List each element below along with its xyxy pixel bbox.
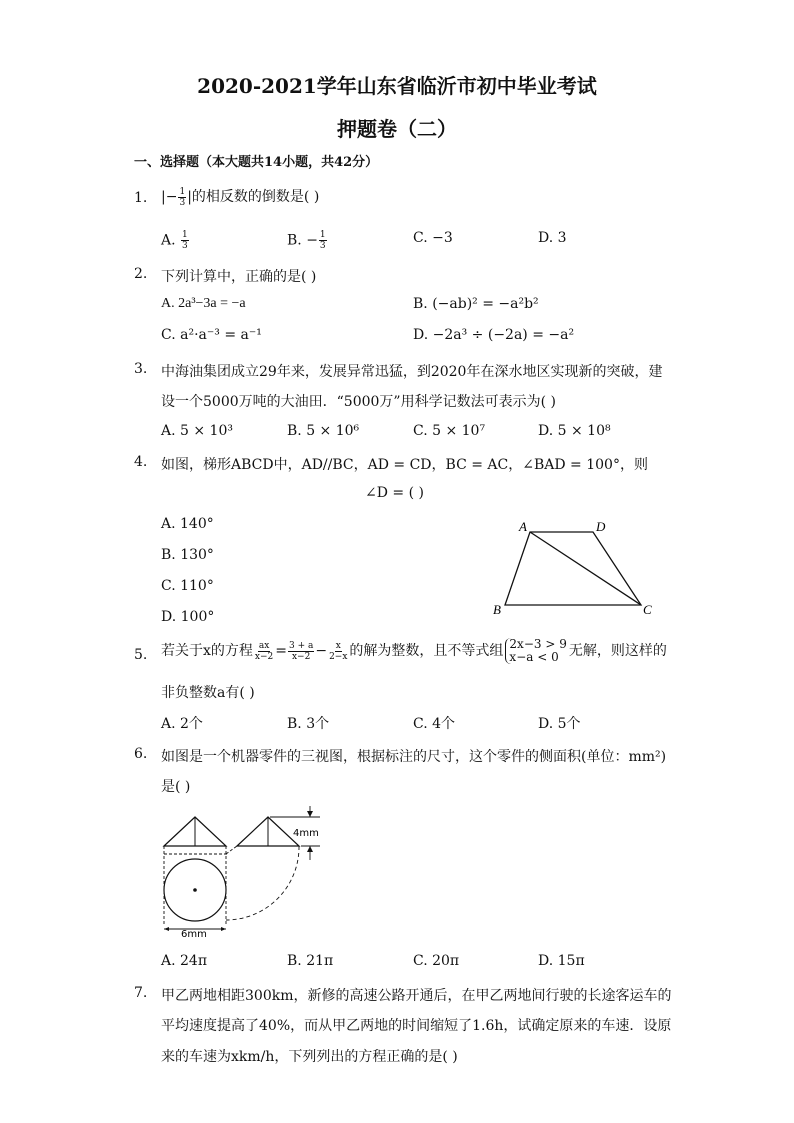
height-arrow-bottom — [307, 846, 313, 852]
q2-number: 2. — [134, 266, 148, 282]
q4-option-b: B. 130° — [161, 547, 214, 563]
projection-link — [226, 846, 237, 854]
height-arrow-top — [307, 811, 313, 817]
diagonal-ac — [530, 532, 641, 605]
doc-title: 2020-2021学年山东省临沂市初中毕业考试 — [197, 74, 597, 98]
q6-option-c: C. 20π — [413, 953, 460, 969]
projection-arc — [226, 846, 299, 920]
q5-number: 5. — [134, 647, 148, 663]
q6-line1: 如图是一个机器零件的三视图，根据标注的尺寸，这个零件的侧面积(单位：mm²) — [161, 749, 667, 765]
width-arrow-right — [221, 927, 226, 931]
q4-option-a: A. 140° — [161, 516, 214, 532]
height-label: 4mm — [293, 828, 319, 839]
q3-option-a: A. 5 × 10³ — [161, 423, 233, 439]
q2-option-d: D. −2a³ ÷ (−2a) = −a² — [413, 327, 575, 343]
circle-center-dot — [193, 888, 197, 892]
q4-number: 4. — [134, 454, 148, 470]
q4-line2: ∠D = ( ) — [365, 485, 424, 501]
q2-option-c: C. a²·a⁻³ = a⁻¹ — [161, 327, 262, 343]
q3-line2: 设一个5000万吨的大油田．“5000万”用科学记数法可表示为( ) — [161, 394, 556, 410]
q7-line3: 来的车速为xkm/h，下列列出的方程正确的是( ) — [161, 1049, 458, 1065]
q5-line2: 非负整数a有( ) — [161, 685, 255, 701]
trapezoid-outline — [505, 532, 641, 605]
q6-option-d: D. 15π — [538, 953, 585, 969]
q3-option-b: B. 5 × 10⁶ — [287, 423, 360, 439]
doc-subtitle: 押题卷（二） — [337, 117, 457, 141]
q6-option-a: A. 24π — [161, 953, 208, 969]
q1-option-a: A. $\frac{1}{3}$ — [161, 230, 188, 251]
q6-option-b: B. 21π — [287, 953, 334, 969]
q1-option-c: C. −3 — [413, 230, 453, 246]
q1-number: 1. — [134, 190, 148, 206]
section-heading: 一、选择题（本大题共14小题，共42分） — [134, 155, 379, 170]
q1-option-b: B. − $\frac{1}{3}$ — [287, 230, 326, 251]
label-a: A — [519, 519, 527, 534]
q2-option-a: A. 2a³−3a = −a — [161, 296, 246, 311]
q7-number: 7. — [134, 985, 148, 1001]
q1-stem: |− $\frac{1}{3}$ |的相反数的倒数是( ) — [161, 186, 320, 208]
label-b: B — [493, 602, 501, 617]
q2-stem: 下列计算中，正确的是( ) — [161, 269, 317, 285]
q4-option-d: D. 100° — [161, 609, 215, 625]
q7-line2: 平均速度提高了40%，而从甲乙两地的时间缩短了1.6h，试确定原来的车速．设原 — [161, 1018, 672, 1034]
q5-option-c: C. 4个 — [413, 716, 456, 732]
q3-option-d: D. 5 × 10⁸ — [538, 423, 611, 439]
q6-number: 6. — [134, 746, 148, 762]
trapezoid-figure — [485, 515, 660, 620]
q1-option-d: D. 3 — [538, 230, 567, 246]
width-label: 6mm — [181, 929, 207, 940]
q7-line1: 甲乙两地相距300km，新修的高速公路开通后，在甲乙两地间行驶的长途客运车的 — [161, 988, 672, 1004]
q6-line2: 是( ) — [161, 779, 191, 795]
q5-line1: 若关于x的方程 $\frac{ax}{x-2}$ = $\frac{3 + a}{x-2}$ − $\frac{x}{2-x}$ 的解为整数，且不等式组 2x−3 > 9 x−a < 0 无解，则这样的 — [161, 637, 667, 664]
q3-number: 3. — [134, 361, 148, 377]
q4-line1: 如图，梯形ABCD中，AD//BC，AD = CD，BC = AC，∠BAD = 100°，则 — [161, 457, 648, 473]
width-arrow-left — [164, 927, 169, 931]
q4-option-c: C. 110° — [161, 578, 214, 594]
q2-option-b: B. (−ab)² = −a²b² — [413, 296, 539, 312]
q5-option-d: D. 5个 — [538, 716, 581, 732]
label-d: D — [596, 519, 606, 534]
q3-line1: 中海油集团成立29年来，发展异常迅猛，到2020年在深水地区实现新的突破，建 — [161, 364, 663, 380]
q3-option-c: C. 5 × 10⁷ — [413, 423, 486, 439]
q5-option-b: B. 3个 — [287, 716, 330, 732]
three-view-figure — [155, 804, 335, 940]
label-c: C — [643, 602, 652, 617]
q5-option-a: A. 2个 — [161, 716, 203, 732]
